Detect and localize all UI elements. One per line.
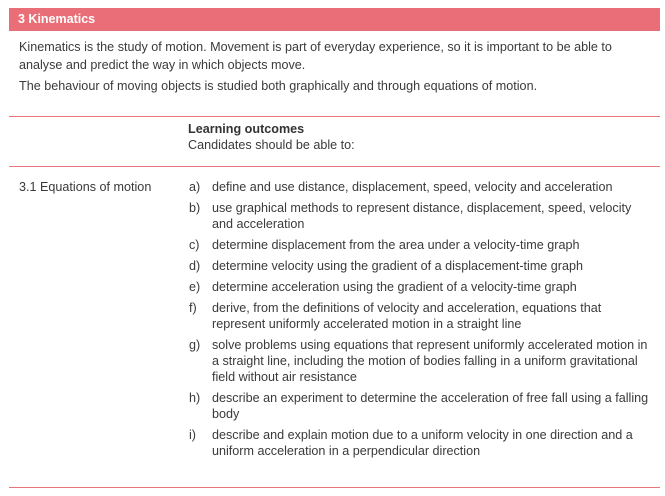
outcome-text: define and use distance, displacement, speed, velocity and acceleration (212, 180, 613, 194)
outcome-letter: b) (189, 201, 201, 215)
section-header-bar (9, 8, 660, 31)
outcome-text: use graphical methods to represent distance, displacement, speed, velocity and acceleration (212, 201, 632, 231)
outcome-text: describe an experiment to determine the acceleration of free fall using a falling body (212, 391, 649, 421)
learning-outcomes-title: Learning outcomes (188, 122, 305, 136)
outcomes-list (189, 179, 649, 464)
outcome-text: solve problems using equations that represent uniformly accelerated motion in a straight line, including the motion of bodies falling in a uniform gravitational field without air resistance (212, 338, 648, 384)
outcome-item (189, 237, 649, 253)
outcome-item (189, 300, 649, 332)
outcome-letter: e) (189, 280, 201, 294)
learning-outcomes-subtitle: Candidates should be able to: (188, 138, 355, 152)
intro-paragraph-2: The behaviour of moving objects is studied both graphically and through equations of motion. (19, 79, 538, 93)
intro-paragraph-1: Kinematics is the study of motion. Movement is part of everyday experience, so it is important to be able to analyse and predict the way in which objects move. (19, 40, 612, 72)
outcome-item (189, 337, 649, 385)
outcome-item (189, 200, 649, 232)
section-header-title: 3 Kinematics (18, 12, 96, 26)
divider-bottom (9, 487, 660, 488)
outcome-letter: i) (189, 428, 196, 442)
outcome-text: determine acceleration using the gradient of a velocity-time graph (212, 280, 577, 294)
outcome-letter: g) (189, 338, 201, 352)
outcome-letter: d) (189, 259, 201, 273)
outcome-text: determine displacement from the area under a velocity-time graph (212, 238, 580, 252)
outcome-item (189, 390, 649, 422)
outcome-item (189, 258, 649, 274)
outcome-item (189, 427, 649, 459)
divider-middle (9, 166, 660, 167)
outcome-item (189, 279, 649, 295)
outcome-item (189, 179, 649, 195)
outcome-letter: h) (189, 391, 201, 405)
outcome-letter: f) (189, 301, 197, 315)
outcome-text: describe and explain motion due to a uniform velocity in one direction and a uniform acceleration in a perpendicular direction (212, 428, 633, 458)
outcome-text: determine velocity using the gradient of a displacement-time graph (212, 259, 584, 273)
outcome-letter: a) (189, 180, 201, 194)
subsection-title: 3.1 Equations of motion (19, 180, 152, 194)
outcome-text: derive, from the definitions of velocity and acceleration, equations that represent uniformly accelerated motion in a straight line (212, 301, 602, 331)
outcome-letter: c) (189, 238, 200, 252)
divider-top (9, 116, 660, 117)
